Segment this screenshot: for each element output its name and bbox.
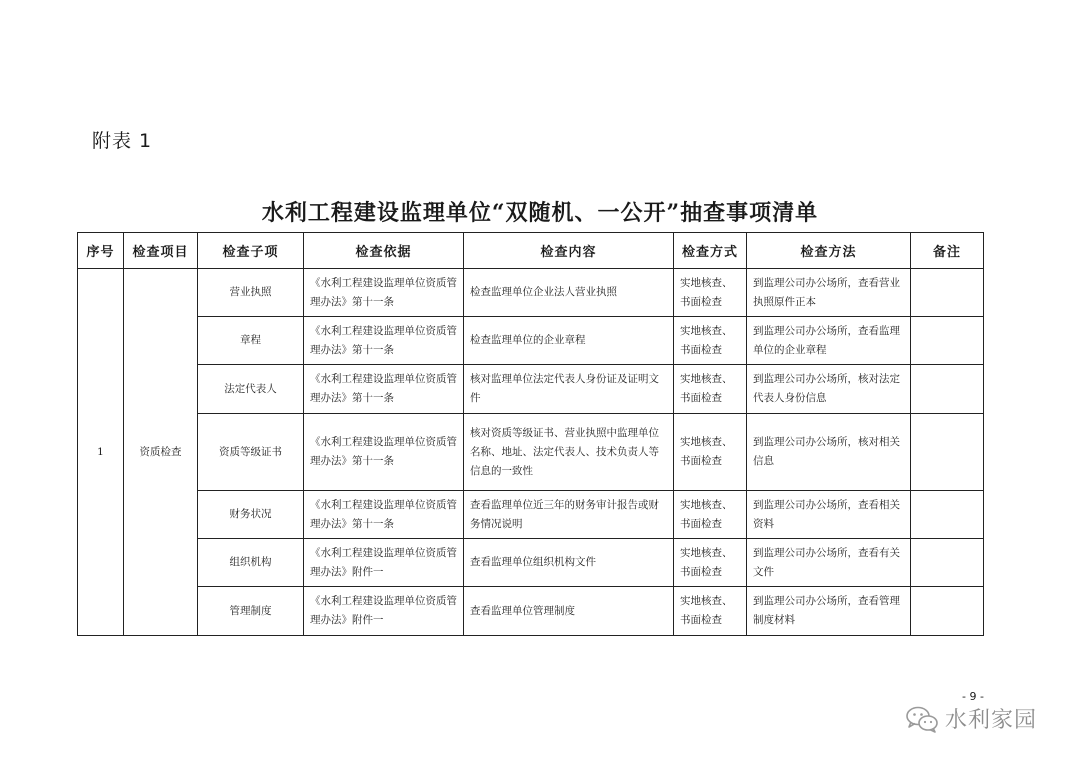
table-row	[78, 365, 984, 414]
table-row	[78, 414, 984, 491]
sub-item-cell: 管理制度	[198, 587, 304, 636]
remark-cell	[911, 491, 984, 539]
mode-cell: 实地核查、书面检查	[674, 539, 747, 587]
method-cell: 到监理公司办公场所，核对相关信息	[747, 414, 911, 491]
table-row	[78, 539, 984, 587]
sub-item-cell: 组织机构	[198, 539, 304, 587]
remark-cell	[911, 539, 984, 587]
header-cell-mode: 检查方式	[674, 233, 747, 269]
basis-cell: 《水利工程建设监理单位资质管理办法》第十一条	[304, 365, 464, 414]
content-cell: 检查监理单位的企业章程	[464, 317, 674, 365]
header-cell-remark: 备注	[911, 233, 984, 269]
basis-cell: 《水利工程建设监理单位资质管理办法》第十一条	[304, 317, 464, 365]
remark-cell	[911, 587, 984, 636]
sub-item-cell: 营业执照	[198, 269, 304, 317]
method-cell: 到监理公司办公场所，查看相关资料	[747, 491, 911, 539]
content-cell: 查看监理单位近三年的财务审计报告或财务情况说明	[464, 491, 674, 539]
sub-item-cell: 法定代表人	[198, 365, 304, 414]
mode-cell: 实地核查、书面检查	[674, 365, 747, 414]
sub-item-cell: 章程	[198, 317, 304, 365]
method-cell: 到监理公司办公场所，核对法定代表人身份信息	[747, 365, 911, 414]
attachment-label: 附表 1	[92, 130, 153, 152]
mode-cell: 实地核查、书面检查	[674, 491, 747, 539]
remark-cell	[911, 365, 984, 414]
header-cell-method: 检查方法	[747, 233, 911, 269]
remark-cell	[911, 317, 984, 365]
header-cell-item: 检查项目	[124, 233, 198, 269]
content-cell: 检查监理单位企业法人营业执照	[464, 269, 674, 317]
header-cell-content: 检查内容	[464, 233, 674, 269]
remark-cell	[911, 269, 984, 317]
table-row	[78, 317, 984, 365]
content-cell: 核对监理单位法定代表人身份证及证明文件	[464, 365, 674, 414]
method-cell: 到监理公司办公场所，查看有关文件	[747, 539, 911, 587]
table-row	[78, 491, 984, 539]
content-cell: 核对资质等级证书、营业执照中监理单位名称、地址、法定代表人、技术负责人等信息的一致性	[464, 414, 674, 491]
sub-item-cell: 资质等级证书	[198, 414, 304, 491]
remark-cell	[911, 414, 984, 491]
header-cell-basis: 检查依据	[304, 233, 464, 269]
document-title: 水利工程建设监理单位“双随机、一公开”抽查事项清单	[261, 200, 819, 226]
basis-cell: 《水利工程建设监理单位资质管理办法》附件一	[304, 587, 464, 636]
basis-cell: 《水利工程建设监理单位资质管理办法》第十一条	[304, 269, 464, 317]
basis-cell: 《水利工程建设监理单位资质管理办法》附件一	[304, 539, 464, 587]
content-cell: 查看监理单位组织机构文件	[464, 539, 674, 587]
watermark	[905, 703, 1037, 734]
basis-cell: 《水利工程建设监理单位资质管理办法》第十一条	[304, 414, 464, 491]
inspection-checklist-table	[77, 232, 984, 636]
mode-cell: 实地核查、书面检查	[674, 317, 747, 365]
method-cell: 到监理公司办公场所，查看营业执照原件正本	[747, 269, 911, 317]
table-header-row	[78, 233, 984, 269]
method-cell: 到监理公司办公场所，查看监理单位的企业章程	[747, 317, 911, 365]
basis-cell: 《水利工程建设监理单位资质管理办法》第十一条	[304, 491, 464, 539]
table-row	[78, 587, 984, 636]
mode-cell: 实地核查、书面检查	[674, 414, 747, 491]
watermark-text: 水利家园	[945, 708, 1038, 733]
header-cell-sub-item: 检查子项	[198, 233, 304, 269]
group-number-cell: 1	[78, 269, 124, 636]
header-cell-number: 序号	[78, 233, 124, 269]
mode-cell: 实地核查、书面检查	[674, 587, 747, 636]
table-row	[78, 269, 984, 317]
content-cell: 查看监理单位管理制度	[464, 587, 674, 636]
sub-item-cell: 财务状况	[198, 491, 304, 539]
method-cell: 到监理公司办公场所，查看管理制度材料	[747, 587, 911, 636]
page-number: - 9 -	[962, 690, 984, 703]
mode-cell: 实地核查、书面检查	[674, 269, 747, 317]
wechat-icon	[905, 705, 939, 733]
group-item-cell: 资质检查	[124, 269, 198, 636]
